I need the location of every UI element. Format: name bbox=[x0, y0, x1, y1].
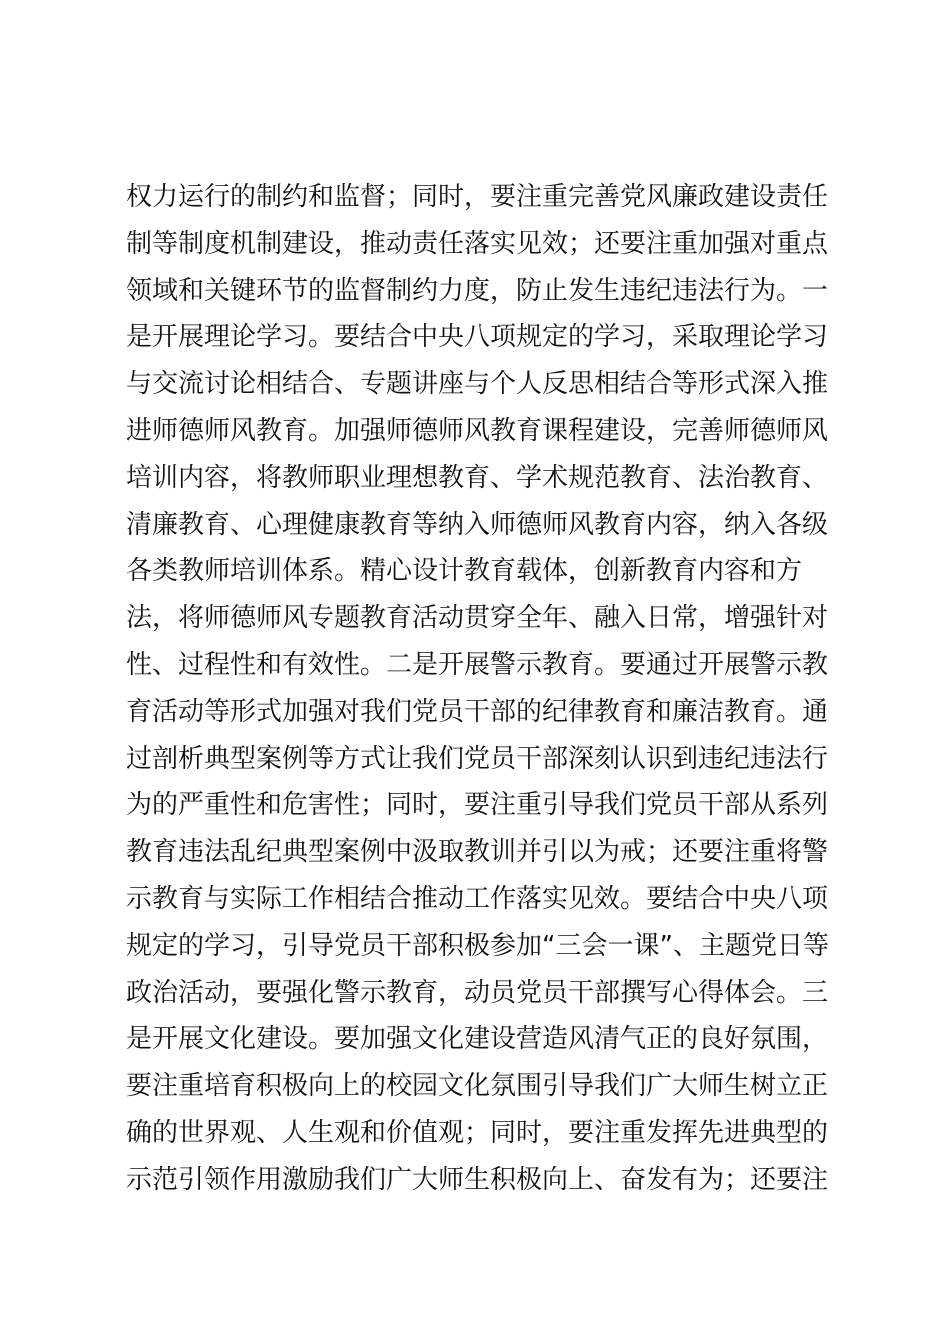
body-paragraph bbox=[126, 174, 829, 1204]
text-line: 政治活动，要强化警示教育，动员党员干部撰写心得体会。三 bbox=[126, 977, 829, 1008]
text-line: 教育违法乱纪典型案例中汲取教训并引以为戒；还要注重将警 bbox=[126, 837, 829, 868]
text-line: 是开展文化建设。要加强文化建设营造风清气正的良好氛围， bbox=[126, 1024, 829, 1055]
text-line: 育活动等形式加强对我们党员干部的纪律教育和廉洁教育。通 bbox=[126, 696, 829, 727]
text-line: 培训内容，将教师职业理想教育、学术规范教育、法治教育、 bbox=[126, 462, 829, 493]
text-line: 进师德师风教育。加强师德师风教育课程建设，完善师德师风 bbox=[126, 415, 829, 446]
text-line: 是开展理论学习。要结合中央八项规定的学习，采取理论学习 bbox=[126, 322, 829, 353]
text-line: 法，将师德师风专题教育活动贯穿全年、融入日常，增强针对 bbox=[126, 603, 829, 634]
text-line: 规定的学习，引导党员干部积极参加“三会一课”、主题党日等 bbox=[126, 930, 829, 961]
text-line: 性、过程性和有效性。二是开展警示教育。要通过开展警示教 bbox=[126, 649, 829, 680]
text-line: 示范引领作用激励我们广大师生积极向上、奋发有为；还要注 bbox=[126, 1164, 829, 1195]
text-line: 制等制度机制建设，推动责任落实见效；还要注重加强对重点 bbox=[126, 228, 829, 259]
text-line: 与交流讨论相结合、专题讲座与个人反思相结合等形式深入推 bbox=[126, 369, 829, 400]
text-line: 清廉教育、心理健康教育等纳入师德师风教育内容，纳入各级 bbox=[126, 509, 829, 540]
text-line: 过剖析典型案例等方式让我们党员干部深刻认识到违纪违法行 bbox=[126, 743, 829, 774]
text-line: 要注重培育积极向上的校园文化氛围引导我们广大师生树立正 bbox=[126, 1071, 829, 1102]
text-line: 示教育与实际工作相结合推动工作落实见效。要结合中央八项 bbox=[126, 883, 829, 914]
text-line: 确的世界观、人生观和价值观；同时，要注重发挥先进典型的 bbox=[126, 1117, 829, 1148]
text-line: 为的严重性和危害性；同时，要注重引导我们党员干部从系列 bbox=[126, 790, 829, 821]
text-line: 领域和关键环节的监督制约力度，防止发生违纪违法行为。一 bbox=[126, 275, 829, 306]
text-line: 权力运行的制约和监督；同时，要注重完善党风廉政建设责任 bbox=[126, 182, 829, 212]
text-line: 各类教师培训体系。精心设计教育载体，创新教育内容和方 bbox=[126, 556, 803, 587]
